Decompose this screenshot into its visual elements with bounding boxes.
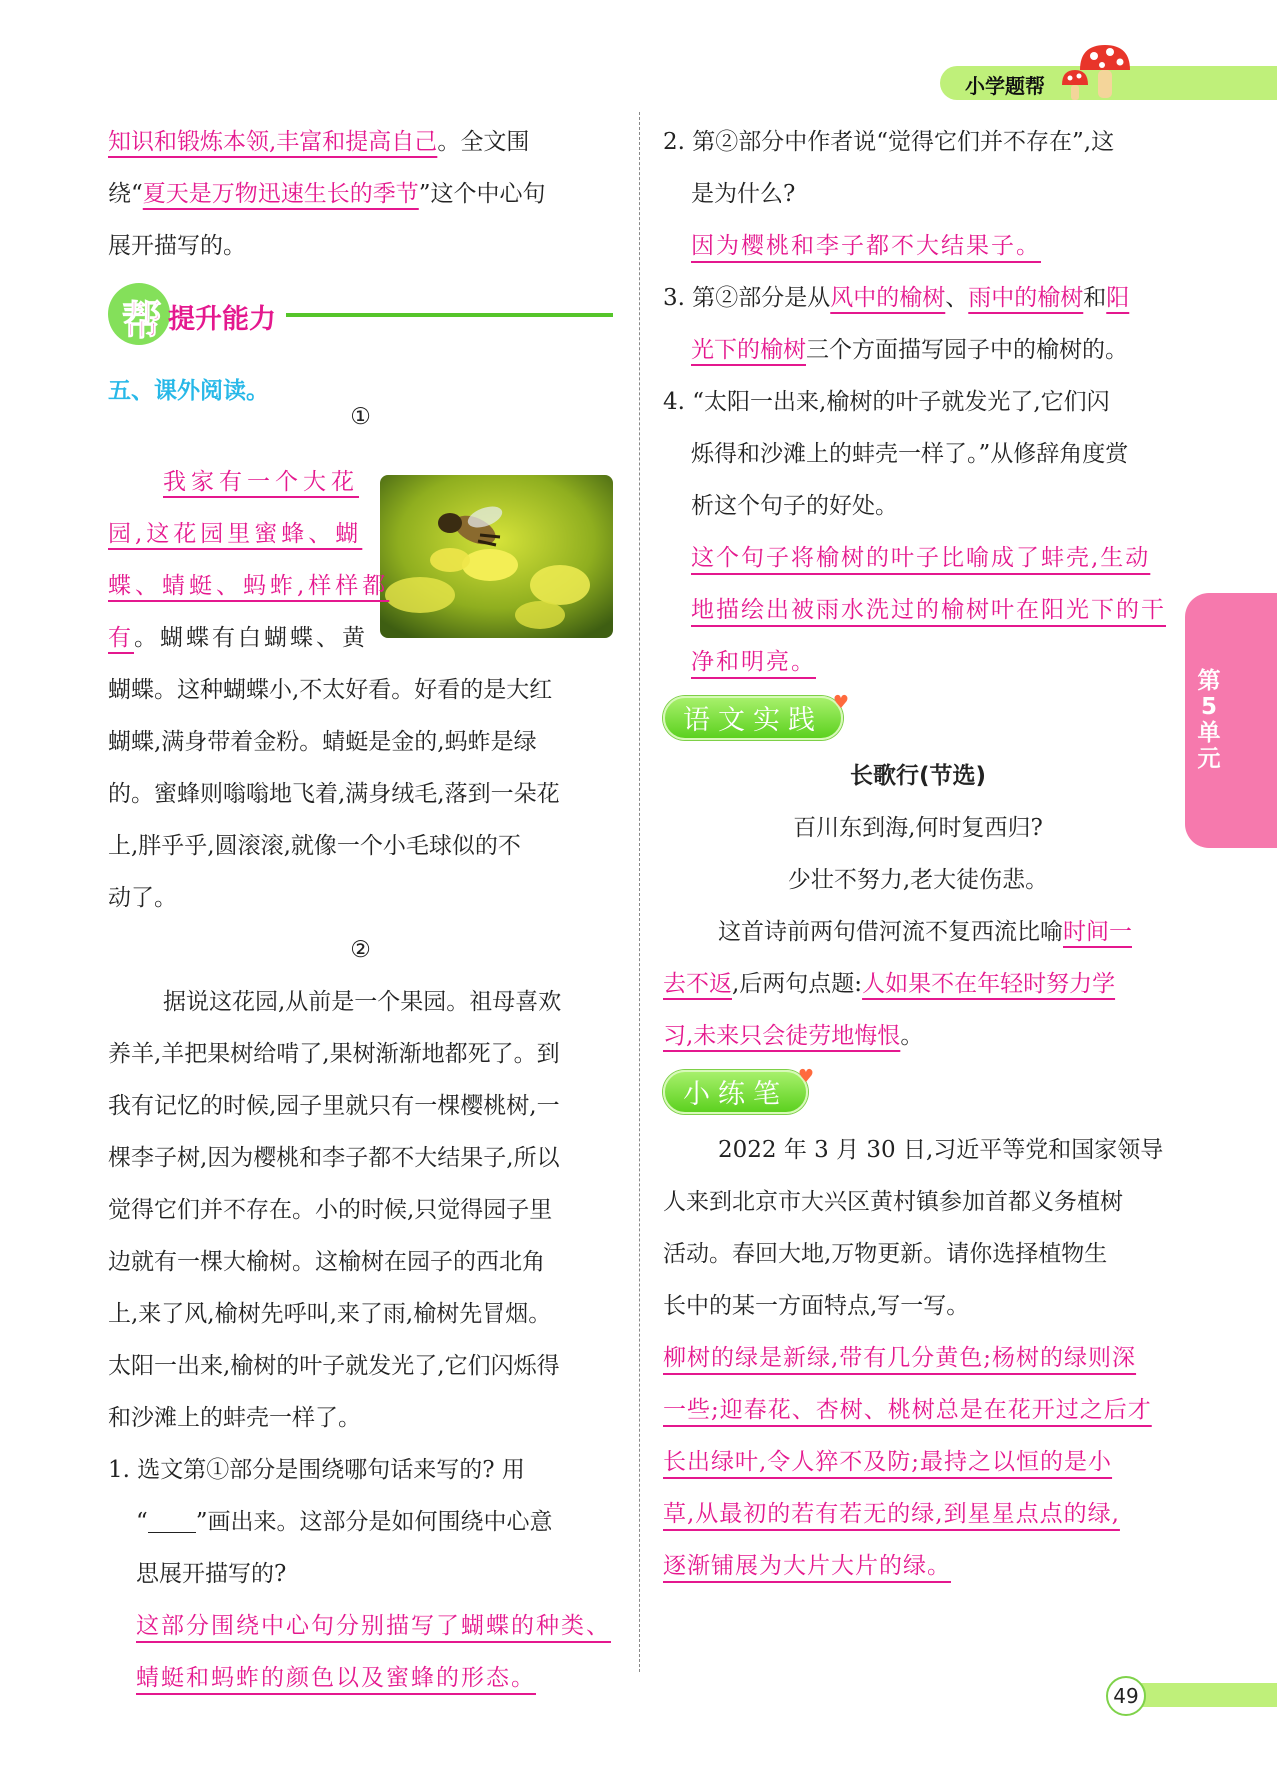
intro-line-2: 绕“夏天是万物迅速生长的季节”这个中心句 xyxy=(108,181,546,207)
writing-prompt-line-3: 活动。春回大地,万物更新。请你选择植物生 xyxy=(663,1241,1108,1267)
q1-line-2: “ ”画出来。这部分是如何围绕中心意 xyxy=(108,1496,613,1548)
help-heading xyxy=(108,283,613,347)
mushroom-icon xyxy=(1060,40,1155,105)
badge-writing: 小练笔 ♥ xyxy=(663,1070,808,1114)
left-intro xyxy=(108,116,613,272)
poem-analysis-line-1: 这首诗前两句借河流不复西流比喻时间一 xyxy=(718,919,1132,945)
part-1-marker: ① xyxy=(350,404,371,430)
poem-line-2: 少壮不努力,老大徒伤悲。 xyxy=(787,867,1049,893)
q4-line-2: 烁得和沙滩上的蚌壳一样了。”从修辞角度赏 xyxy=(691,441,1129,467)
help-big-char: 帮 xyxy=(122,298,162,344)
q1-line-1: 1. 选文第①部分是围绕哪句话来写的? 用 xyxy=(108,1457,525,1483)
p1-line-3: 蝶、蜻蜓、蚂蚱,样样都 xyxy=(108,573,390,599)
writing-prompt-line-2: 人来到北京市大兴区黄村镇参加首都义务植树 xyxy=(663,1189,1123,1215)
p2-line-8: 太阳一出来,榆树的叶子就发光了,它们闪烁得 xyxy=(108,1353,560,1379)
a4-line-3: 净和明亮。 xyxy=(691,649,816,675)
p2-line-3: 我有记忆的时候,园子里就只有一棵樱桃树,一 xyxy=(108,1093,560,1119)
header-title: 小学题帮 xyxy=(965,74,1045,98)
p1-line-6: 蝴蝶,满身带着金粉。蜻蜓是金的,蚂蚱是绿 xyxy=(108,729,537,755)
p1-line-8: 上,胖乎乎,圆滚滚,就像一个小毛球似的不 xyxy=(108,833,521,859)
intro-line-1: 知识和锻炼本领,丰富和提高自己。全文围 xyxy=(108,129,530,155)
p1-line-1: 我家有一个大花 xyxy=(163,469,359,495)
q4-line-3: 析这个句子的好处。 xyxy=(691,493,898,519)
p2-line-7: 上,来了风,榆树先呼叫,来了雨,榆树先冒烟。 xyxy=(108,1301,552,1327)
p1-line-9: 动了。 xyxy=(108,885,177,911)
q2-line-1: 2. 第②部分中作者说“觉得它们并不存在”,这 xyxy=(663,129,1115,155)
part-2-marker: ② xyxy=(350,937,371,963)
badge-practice: 语文实践 ♥ xyxy=(663,696,843,740)
writing-answer-line-5: 逐渐铺展为大片大片的绿。 xyxy=(663,1553,951,1579)
answer-blank xyxy=(148,1503,196,1533)
p1-line-4: 有。蝴蝶有白蝴蝶、黄 xyxy=(108,625,368,651)
p1-line-7: 的。蜜蜂则嗡嗡地飞着,满身绒毛,落到一朵花 xyxy=(108,781,560,807)
page-number-bar xyxy=(1125,1683,1277,1707)
help-heading-rule xyxy=(286,313,613,317)
poem-title: 长歌行(节选) xyxy=(849,763,987,789)
intro-line-3: 展开描写的。 xyxy=(108,233,246,259)
a1-line-1: 这部分围绕中心句分别描写了蝴蝶的种类、 xyxy=(136,1613,611,1639)
help-heading-text: 提升能力 xyxy=(168,304,276,335)
poem-analysis-line-3: 习,未来只会徒劳地悔恨。 xyxy=(663,1023,924,1049)
p1-line-5: 蝴蝶。这种蝴蝶小,不太好看。好看的是大红 xyxy=(108,677,553,703)
a4-line-2: 地描绘出被雨水洗过的榆树叶在阳光下的干 xyxy=(691,597,1166,623)
write-badge-row xyxy=(663,1062,1173,1124)
passage-part-1 xyxy=(108,404,613,1704)
writing-answer-line-4: 草,从最初的若有若无的绿,到星星点点的绿, xyxy=(663,1501,1120,1527)
heart-icon: ♥ xyxy=(797,1066,814,1087)
a2-line: 因为樱桃和李子都不大结果子。 xyxy=(691,233,1041,259)
a1-line-2: 蜻蜓和蚂蚱的颜色以及蜜蜂的形态。 xyxy=(136,1665,536,1691)
poem-analysis-line-2: 去不返,后两句点题:人如果不在年轻时努力学 xyxy=(663,971,1116,997)
p2-line-5: 觉得它们并不存在。小的时候,只觉得园子里 xyxy=(108,1197,553,1223)
column-divider xyxy=(639,112,640,1672)
writing-answer-line-3: 长出绿叶,令人猝不及防;最持之以恒的是小 xyxy=(663,1449,1113,1475)
q2-line-2: 是为什么? xyxy=(691,181,796,207)
a4-line-1: 这个句子将榆树的叶子比喻成了蚌壳,生动 xyxy=(691,545,1151,571)
poem-line-1: 百川东到海,何时复西归? xyxy=(793,815,1043,841)
p1-line-2: 园,这花园里蜜蜂、蝴 xyxy=(108,521,363,547)
p2-line-1: 据说这花园,从前是一个果园。祖母喜欢 xyxy=(163,989,562,1015)
writing-prompt-line-4: 长中的某一方面特点,写一写。 xyxy=(663,1293,970,1319)
p2-line-2: 养羊,羊把果树给啃了,果树渐渐地都死了。到 xyxy=(108,1041,560,1067)
q1-line-3: 思展开描写的? xyxy=(136,1561,287,1587)
writing-answer-line-2: 一些;迎春花、杏树、桃树总是在花开过之后才 xyxy=(663,1397,1152,1423)
q3-line-2: 光下的榆树三个方面描写园子中的榆树的。 xyxy=(691,337,1128,363)
right-column xyxy=(663,116,1173,1592)
practice-badge-row xyxy=(663,688,1173,750)
p2-line-4: 棵李子树,因为樱桃和李子都不大结果子,所以 xyxy=(108,1145,560,1171)
heart-icon: ♥ xyxy=(832,692,849,713)
q3-line-1: 3. 第②部分是从风中的榆树、雨中的榆树和阳 xyxy=(663,285,1130,311)
page-number: 49 xyxy=(1106,1676,1146,1716)
p2-line-6: 边就有一棵大榆树。这榆树在园子的西北角 xyxy=(108,1249,545,1275)
unit-side-label: 第 5 单 元 xyxy=(1197,668,1221,772)
section-title-reading: 五、课外阅读。 xyxy=(108,378,269,404)
q4-line-1: 4. “太阳一出来,榆树的叶子就发光了,它们闪 xyxy=(663,389,1110,415)
writing-prompt-line-1: 2022 年 3 月 30 日,习近平等党和国家领导 xyxy=(718,1137,1164,1163)
writing-answer-line-1: 柳树的绿是新绿,带有几分黄色;杨树的绿则深 xyxy=(663,1345,1137,1371)
p2-line-9: 和沙滩上的蚌壳一样了。 xyxy=(108,1405,361,1431)
